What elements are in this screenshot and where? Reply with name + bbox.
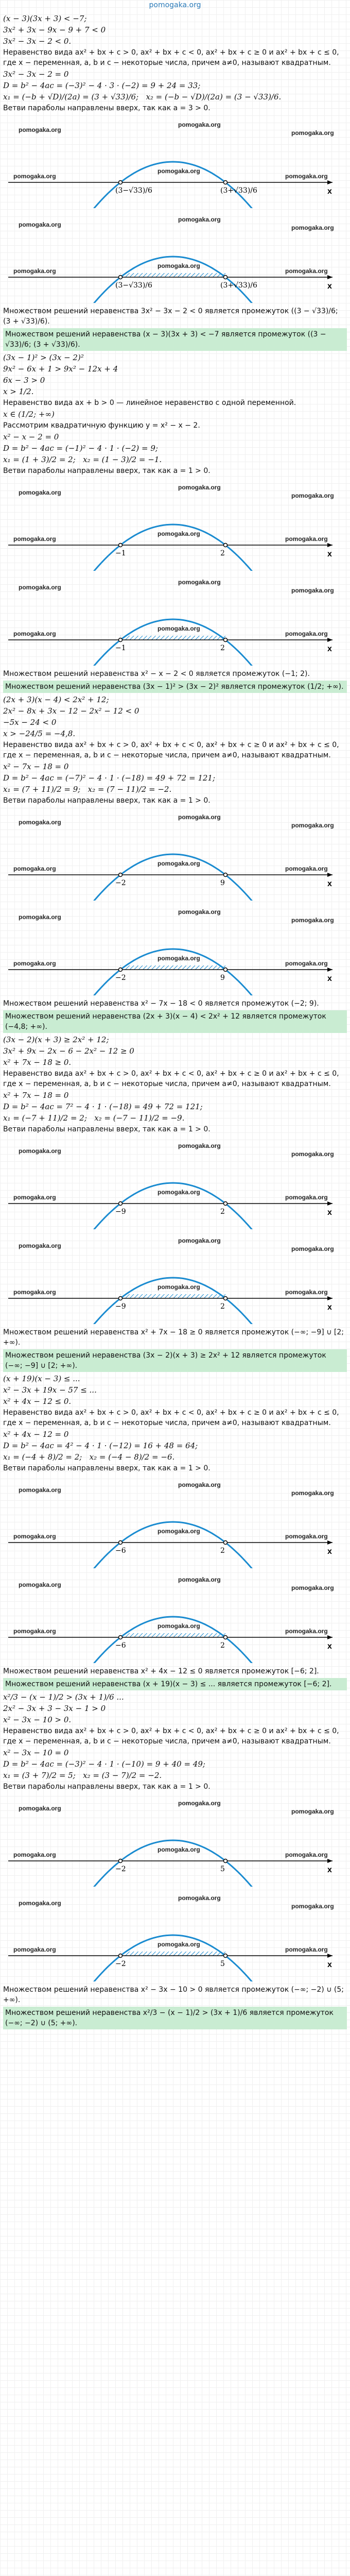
parabola-graph bbox=[3, 1571, 343, 1663]
watermark: pomogaka.org bbox=[285, 267, 328, 275]
watermark: pomogaka.org bbox=[13, 1946, 56, 1953]
text-line: Ветви параболы направлены вверх, так как a = 1 > 0. bbox=[3, 1783, 211, 1791]
x-axis-label: x bbox=[327, 1642, 332, 1651]
answer-line: Множеством решений неравенства x² + 4x − 12 ≤ 0 является промежуток [−6; 2]. bbox=[3, 1667, 319, 1675]
root-point bbox=[119, 1541, 122, 1545]
watermark: pomogaka.org bbox=[178, 579, 221, 586]
x-axis-arrow bbox=[327, 1635, 332, 1639]
root-point bbox=[119, 1859, 122, 1863]
answer-line: Множеством решений неравенства x² + 7x − 18 ≥ 0 является промежуток (−∞; −9] ∪ [2; +∞). bbox=[3, 1328, 346, 1347]
x-axis-label: x bbox=[327, 1303, 332, 1312]
watermark: pomogaka.org bbox=[291, 1150, 334, 1158]
parabola-graph bbox=[3, 116, 343, 208]
equation-line: (x + 19)(x − 3) ≤ ... bbox=[3, 1374, 80, 1383]
root-label: 2 bbox=[220, 549, 225, 557]
watermark: pomogaka.org bbox=[291, 1489, 334, 1497]
x-axis-label: x bbox=[327, 879, 332, 888]
watermark: pomogaka.org bbox=[178, 908, 221, 916]
watermark: pomogaka.org bbox=[13, 960, 56, 967]
root-point bbox=[224, 276, 227, 279]
equation-line: x₁ = (3 + 7)/2 = 5; x₂ = (3 − 7)/2 = −2. bbox=[3, 1771, 162, 1780]
root-label: −2 bbox=[115, 1865, 126, 1873]
equation-line: 2x² − 8x + 3x − 12 − 2x² − 12 < 0 bbox=[3, 706, 139, 716]
text-line: Ветви параболы направлены вверх, так как a = 1 > 0. bbox=[3, 1125, 211, 1133]
text-line: Неравенство вида ax² + bx + c > 0, ax² + bx + c < 0, ax² + bx + c ≥ 0 и ax² + bx + c ≤ 0, где x − переменная, a, b и c − некоторые числа, причем a≠0, называют квадратным. bbox=[3, 1409, 342, 1427]
watermark: pomogaka.org bbox=[13, 865, 56, 872]
watermark: pomogaka.org bbox=[285, 173, 328, 180]
equation-line: x² − 3x − 10 = 0 bbox=[3, 1748, 69, 1757]
equation-line: x₁ = (−4 + 8)/2 = 2; x₂ = (−4 − 8)/2 = −6. bbox=[3, 1452, 175, 1462]
final-answer-highlight: Множеством решений неравенства (x + 19)(x − 3) ≤ ... является промежуток [−6; 2]. bbox=[3, 1678, 347, 1690]
final-answer-highlight: Множеством решений неравенства (x − 3)(3x + 3) < −7 является промежуток ((3 − √33)/6; (3 + √33)/6). bbox=[3, 328, 347, 351]
watermark: pomogaka.org bbox=[285, 1946, 328, 1953]
equation-line: D = b² − 4ac = 4² − 4 · 1 · (−12) = 16 + 48 = 64; bbox=[3, 1441, 198, 1450]
x-axis-arrow bbox=[327, 968, 332, 972]
final-answer-highlight: Множеством решений неравенства (3x − 2)(x + 3) ≥ 2x² + 12 является промежуток (−∞; −9] ∪ [2; +∞). bbox=[3, 1349, 347, 1372]
equation-line: x²/3 − (x − 1)/2 > (3x + 1)/6 ... bbox=[3, 1692, 124, 1702]
equation-line: x₁ = (1 + 3)/2 = 2; x₂ = (1 − 3)/2 = −1. bbox=[3, 455, 162, 464]
solution-hatch bbox=[120, 1952, 225, 1956]
watermark: pomogaka.org bbox=[178, 1481, 221, 1488]
text-line: Неравенство вида ax + b > 0 — линейное неравенство с одной переменной. bbox=[3, 399, 296, 407]
equation-line: (3x − 2)(x + 3) ≥ 2x² + 12; bbox=[3, 1035, 109, 1044]
watermark: pomogaka.org bbox=[157, 625, 200, 632]
solution-hatch bbox=[120, 1633, 225, 1637]
equation-line: −5x − 24 < 0 bbox=[3, 718, 57, 727]
x-axis-label: x bbox=[327, 550, 332, 558]
watermark: pomogaka.org bbox=[178, 216, 221, 223]
watermark: pomogaka.org bbox=[157, 955, 200, 962]
watermark: pomogaka.org bbox=[178, 1142, 221, 1149]
root-label: −2 bbox=[115, 879, 126, 887]
watermark: pomogaka.org bbox=[157, 1622, 200, 1630]
answer-line: Множеством решений неравенства x² − 7x − 18 < 0 является промежуток (−2; 9). bbox=[3, 999, 319, 1008]
root-point bbox=[119, 544, 122, 547]
root-label: 5 bbox=[220, 1960, 225, 1968]
equation-line: (3x − 1)² > (3x − 2)² bbox=[3, 353, 84, 362]
x-axis-arrow bbox=[327, 873, 332, 877]
root-label: 2 bbox=[220, 1547, 225, 1555]
answer-line: Множеством решений неравенства 3x² − 3x − 2 < 0 является промежуток ((3 − √33)/6; (3 + √33)/6). bbox=[3, 307, 341, 326]
equation-line: D = b² − 4ac = (−1)² − 4 · 1 · (−2) = 9; bbox=[3, 444, 158, 453]
watermark: pomogaka.org bbox=[178, 814, 221, 821]
root-point bbox=[119, 1636, 122, 1639]
x-axis-label: x bbox=[327, 645, 332, 653]
equation-line: D = b² − 4ac = (−3)² − 4 · 1 · (−10) = 9 + 40 = 49; bbox=[3, 1759, 205, 1769]
root-label: 2 bbox=[220, 1641, 225, 1650]
watermark: pomogaka.org bbox=[157, 1283, 200, 1291]
root-label: 9 bbox=[220, 974, 225, 982]
watermark: pomogaka.org bbox=[291, 1808, 334, 1815]
parabola-graph bbox=[3, 574, 343, 666]
root-label: −6 bbox=[115, 1641, 126, 1650]
watermark: pomogaka.org bbox=[285, 960, 328, 967]
root-label: −1 bbox=[115, 549, 126, 557]
watermark: pomogaka.org bbox=[19, 1486, 61, 1494]
graph-parabola bbox=[3, 1477, 347, 1568]
root-point bbox=[119, 968, 122, 972]
parabola-graph bbox=[3, 1795, 343, 1887]
watermark: pomogaka.org bbox=[157, 262, 200, 269]
root-point bbox=[119, 873, 122, 877]
x-axis-label: x bbox=[327, 1866, 332, 1874]
answer-line: Множеством решений неравенства x² − 3x − 10 > 0 является промежуток (−∞; −2) ∪ (5; +∞). bbox=[3, 1986, 346, 2004]
watermark: pomogaka.org bbox=[291, 492, 334, 499]
answer-line: Множеством решений неравенства x² − x − 2 < 0 является промежуток (−1; 2). bbox=[3, 670, 310, 678]
watermark: pomogaka.org bbox=[13, 1194, 56, 1201]
root-point bbox=[224, 1541, 227, 1545]
graph-solution bbox=[3, 1571, 347, 1663]
equation-line: 6x − 3 > 0 bbox=[3, 376, 45, 385]
graph-parabola bbox=[3, 1138, 347, 1229]
text-line: Неравенство вида ax² + bx + c > 0, ax² + bx + c < 0, ax² + bx + c ≥ 0 и ax² + bx + c ≤ 0, где x − переменная, a, b и c − некоторые числа, причем a≠0, называют квадратным. bbox=[3, 1727, 342, 1745]
final-answer-highlight: Множеством решений неравенства (3x − 1)² > (3x − 2)² является промежуток (1/2; +∞). bbox=[3, 681, 347, 693]
watermark: pomogaka.org bbox=[19, 1581, 61, 1588]
parabola-graph bbox=[3, 479, 343, 571]
root-point bbox=[224, 1202, 227, 1206]
root-point bbox=[224, 1636, 227, 1639]
x-axis-arrow bbox=[327, 1954, 332, 1958]
equation-line: x² − 3x + 19x − 57 ≤ ... bbox=[3, 1385, 97, 1395]
watermark: pomogaka.org bbox=[285, 1628, 328, 1635]
graph-parabola bbox=[3, 479, 347, 571]
root-label: 5 bbox=[220, 1865, 225, 1873]
graph-solution bbox=[3, 1890, 347, 1981]
final-answer-highlight: Множеством решений неравенства (2x + 3)(x − 4) < 2x² + 12 является промежуток (−4,8; +∞). bbox=[3, 1010, 347, 1033]
root-point bbox=[224, 873, 227, 877]
equation-line: x² − x − 2 = 0 bbox=[3, 432, 59, 442]
solution-section bbox=[3, 1692, 347, 2029]
watermark: pomogaka.org bbox=[19, 126, 61, 133]
x-axis-arrow bbox=[327, 1859, 332, 1863]
root-label: 2 bbox=[220, 1302, 225, 1311]
equation-line: x > 1/2. bbox=[3, 387, 34, 396]
graph-solution bbox=[3, 574, 347, 666]
equation-line: x² + 4x − 12 ≤ 0. bbox=[3, 1397, 72, 1406]
parabola-graph bbox=[3, 1232, 343, 1324]
watermark: pomogaka.org bbox=[19, 913, 61, 921]
root-point bbox=[224, 544, 227, 547]
solution-hatch bbox=[120, 636, 225, 640]
equation-line: 3x² + 9x − 2x − 6 − 2x² − 12 ≥ 0 bbox=[3, 1046, 134, 1056]
root-point bbox=[224, 1954, 227, 1958]
solution-section bbox=[3, 352, 347, 693]
graph-parabola bbox=[3, 116, 347, 208]
equation-line: x₁ = (−7 + 11)/2 = 2; x₂ = (−7 − 11)/2 = −9. bbox=[3, 1113, 185, 1123]
equation-line: x² − 7x − 18 = 0 bbox=[3, 762, 69, 771]
equation-line: x² + 7x − 18 = 0 bbox=[3, 1091, 69, 1100]
equation-line: x > −24/5 = −4,8. bbox=[3, 729, 76, 738]
x-axis-label: x bbox=[327, 282, 332, 291]
root-label: (3+√33)/6 bbox=[220, 187, 257, 195]
x-axis-label: x bbox=[327, 974, 332, 983]
site-link[interactable]: pomogaka.org bbox=[149, 1, 201, 9]
equation-line: D = b² − 4ac = (−7)² − 4 · 1 · (−18) = 49 + 72 = 121; bbox=[3, 773, 216, 783]
root-point bbox=[224, 1859, 227, 1863]
watermark: pomogaka.org bbox=[13, 1851, 56, 1858]
text-line: Ветви параболы направлены вверх, так как a = 1 > 0. bbox=[3, 1464, 211, 1472]
watermark: pomogaka.org bbox=[178, 1800, 221, 1807]
parabola-graph bbox=[3, 1477, 343, 1568]
root-point bbox=[224, 181, 227, 184]
x-axis-arrow bbox=[327, 1296, 332, 1300]
root-point bbox=[224, 1297, 227, 1300]
solution-hatch bbox=[120, 273, 225, 277]
watermark: pomogaka.org bbox=[285, 1851, 328, 1858]
text-line: Неравенство вида ax² + bx + c > 0, ax² + bx + c < 0, ax² + bx + c ≥ 0 и ax² + bx + c ≤ 0, где x − переменная, a, b и c − некоторые числа, причем a≠0, называют квадратным. bbox=[3, 48, 342, 67]
equation-line: x² − 3x − 10 > 0. bbox=[3, 1715, 72, 1724]
watermark: pomogaka.org bbox=[178, 1576, 221, 1583]
equation-line: x ∈ (1/2; +∞) bbox=[3, 410, 55, 419]
equation-line: (x − 3)(3x + 3) < −7; bbox=[3, 14, 87, 23]
solution-section bbox=[3, 13, 347, 351]
root-label: 2 bbox=[220, 644, 225, 652]
equation-line: 9x² − 6x + 1 > 9x² − 12x + 4 bbox=[3, 364, 118, 374]
solution-hatch bbox=[120, 965, 225, 970]
watermark: pomogaka.org bbox=[157, 530, 200, 537]
x-axis-label: x bbox=[327, 1960, 332, 1969]
root-label: −6 bbox=[115, 1547, 126, 1555]
watermark: pomogaka.org bbox=[178, 1894, 221, 1902]
watermark: pomogaka.org bbox=[291, 822, 334, 829]
parabola-graph bbox=[3, 1890, 343, 1981]
root-point bbox=[119, 181, 122, 184]
equation-line: 3x² − 3x − 2 < 0. bbox=[3, 37, 72, 46]
equation-line: x₁ = (7 + 11)/2 = 9; x₂ = (7 − 11)/2 = −2. bbox=[3, 785, 172, 794]
watermark: pomogaka.org bbox=[291, 1584, 334, 1591]
x-axis-arrow bbox=[327, 1201, 332, 1206]
watermark: pomogaka.org bbox=[19, 221, 61, 228]
solution-section bbox=[3, 1035, 347, 1372]
watermark: pomogaka.org bbox=[19, 584, 61, 591]
watermark: pomogaka.org bbox=[178, 484, 221, 491]
watermark: pomogaka.org bbox=[285, 1289, 328, 1296]
parabola-graph bbox=[3, 809, 343, 901]
watermark: pomogaka.org bbox=[178, 121, 221, 128]
watermark: pomogaka.org bbox=[285, 535, 328, 543]
watermark: pomogaka.org bbox=[157, 860, 200, 867]
watermark: pomogaka.org bbox=[178, 1237, 221, 1244]
root-label: (3−√33)/6 bbox=[115, 281, 152, 290]
x-axis-arrow bbox=[327, 275, 332, 279]
root-label: −1 bbox=[115, 644, 126, 652]
x-axis-label: x bbox=[327, 1547, 332, 1556]
equation-line: x² + 4x − 12 = 0 bbox=[3, 1430, 69, 1439]
watermark: pomogaka.org bbox=[19, 1242, 61, 1249]
watermark: pomogaka.org bbox=[291, 587, 334, 594]
watermark: pomogaka.org bbox=[13, 267, 56, 275]
x-axis-label: x bbox=[327, 187, 332, 196]
graph-solution bbox=[3, 211, 347, 303]
watermark: pomogaka.org bbox=[157, 167, 200, 175]
root-label: 2 bbox=[220, 1208, 225, 1216]
equation-line: (2x + 3)(x − 4) < 2x² + 12; bbox=[3, 695, 109, 704]
text-line: Ветви параболы направлены вверх, так как a = 3 > 0. bbox=[3, 104, 211, 112]
equation-line: 2x² − 3x + 3 − 3x − 1 > 0 bbox=[3, 1704, 106, 1713]
parabola-graph bbox=[3, 904, 343, 995]
solution-content bbox=[3, 12, 347, 2031]
root-label: −2 bbox=[115, 1960, 126, 1968]
watermark: pomogaka.org bbox=[291, 224, 334, 231]
root-point bbox=[119, 638, 122, 642]
watermark: pomogaka.org bbox=[285, 630, 328, 637]
equation-line: D = b² − 4ac = 7² − 4 · 1 · (−18) = 49 + 72 = 121; bbox=[3, 1102, 203, 1111]
equation-line: x² + 7x − 18 ≥ 0. bbox=[3, 1058, 72, 1067]
root-label: −2 bbox=[115, 974, 126, 982]
watermark: pomogaka.org bbox=[285, 1533, 328, 1540]
x-axis-arrow bbox=[327, 543, 332, 547]
watermark: pomogaka.org bbox=[19, 489, 61, 496]
watermark: pomogaka.org bbox=[291, 917, 334, 924]
equation-line: x₁ = (−b + √D)/(2a) = (3 + √33)/6; x₂ = (−b − √D)/(2a) = (3 − √33)/6. bbox=[3, 92, 282, 101]
watermark: pomogaka.org bbox=[19, 819, 61, 826]
watermark: pomogaka.org bbox=[13, 630, 56, 637]
graph-parabola bbox=[3, 809, 347, 901]
root-label: 9 bbox=[220, 879, 225, 887]
root-point bbox=[119, 1202, 122, 1206]
text-line: Ветви параболы направлены вверх, так как a = 1 > 0. bbox=[3, 467, 211, 475]
watermark: pomogaka.org bbox=[291, 1245, 334, 1252]
watermark: pomogaka.org bbox=[157, 1846, 200, 1853]
root-label: −9 bbox=[115, 1208, 126, 1216]
watermark: pomogaka.org bbox=[157, 1528, 200, 1535]
root-label: (3+√33)/6 bbox=[220, 281, 257, 290]
text-line: Неравенство вида ax² + bx + c > 0, ax² + bx + c < 0, ax² + bx + c ≥ 0 и ax² + bx + c ≤ 0, где x − переменная, a, b и c − некоторые числа, причем a≠0, называют квадратным. bbox=[3, 1070, 342, 1088]
final-answer-highlight: Множеством решений неравенства x²/3 − (x − 1)/2 > (3x + 1)/6 является промежуток (−∞; −2) ∪ (5; +∞). bbox=[3, 2007, 347, 2029]
watermark: pomogaka.org bbox=[19, 1900, 61, 1907]
root-label: (3−√33)/6 bbox=[115, 187, 152, 195]
watermark: pomogaka.org bbox=[157, 1189, 200, 1196]
graph-parabola bbox=[3, 1795, 347, 1887]
watermark: pomogaka.org bbox=[13, 1628, 56, 1635]
x-axis-label: x bbox=[327, 1208, 332, 1217]
text-line: Рассмотрим квадратичную функцию y = x² − x − 2. bbox=[3, 421, 200, 430]
watermark: pomogaka.org bbox=[285, 865, 328, 872]
watermark: pomogaka.org bbox=[291, 129, 334, 137]
x-axis-arrow bbox=[327, 1540, 332, 1545]
root-point bbox=[119, 1297, 122, 1300]
watermark: pomogaka.org bbox=[285, 1194, 328, 1201]
root-point bbox=[119, 1954, 122, 1958]
solution-section bbox=[3, 694, 347, 1033]
solution-section bbox=[3, 1374, 347, 1690]
watermark: pomogaka.org bbox=[157, 1941, 200, 1948]
equation-line: D = b² − 4ac = (−3)² − 4 · 3 · (−2) = 9 + 24 = 33; bbox=[3, 81, 201, 90]
text-line: Неравенство вида ax² + bx + c > 0, ax² + bx + c < 0, ax² + bx + c ≥ 0 и ax² + bx + c ≤ 0, где x − переменная, a, b и c − некоторые числа, причем a≠0, называют квадратным. bbox=[3, 741, 342, 759]
graph-solution bbox=[3, 1232, 347, 1324]
graph-solution bbox=[3, 904, 347, 995]
equation-line: 3x² − 3x − 2 = 0 bbox=[3, 70, 69, 79]
parabola-graph bbox=[3, 1138, 343, 1229]
equation-line: 3x² + 3x − 9x − 9 + 7 < 0 bbox=[3, 25, 106, 35]
watermark: pomogaka.org bbox=[13, 173, 56, 180]
root-point bbox=[119, 276, 122, 279]
parabola-graph bbox=[3, 211, 343, 303]
watermark: pomogaka.org bbox=[13, 535, 56, 543]
root-label: −9 bbox=[115, 1302, 126, 1311]
watermark: pomogaka.org bbox=[19, 1805, 61, 1812]
root-point bbox=[224, 968, 227, 972]
watermark: pomogaka.org bbox=[13, 1289, 56, 1296]
root-point bbox=[224, 638, 227, 642]
text-line: Ветви параболы направлены вверх, так как a = 1 > 0. bbox=[3, 796, 211, 805]
x-axis-arrow bbox=[327, 180, 332, 184]
watermark: pomogaka.org bbox=[291, 1903, 334, 1910]
watermark: pomogaka.org bbox=[13, 1533, 56, 1540]
watermark: pomogaka.org bbox=[19, 1147, 61, 1155]
x-axis-arrow bbox=[327, 638, 332, 642]
solution-hatch bbox=[120, 1294, 225, 1298]
